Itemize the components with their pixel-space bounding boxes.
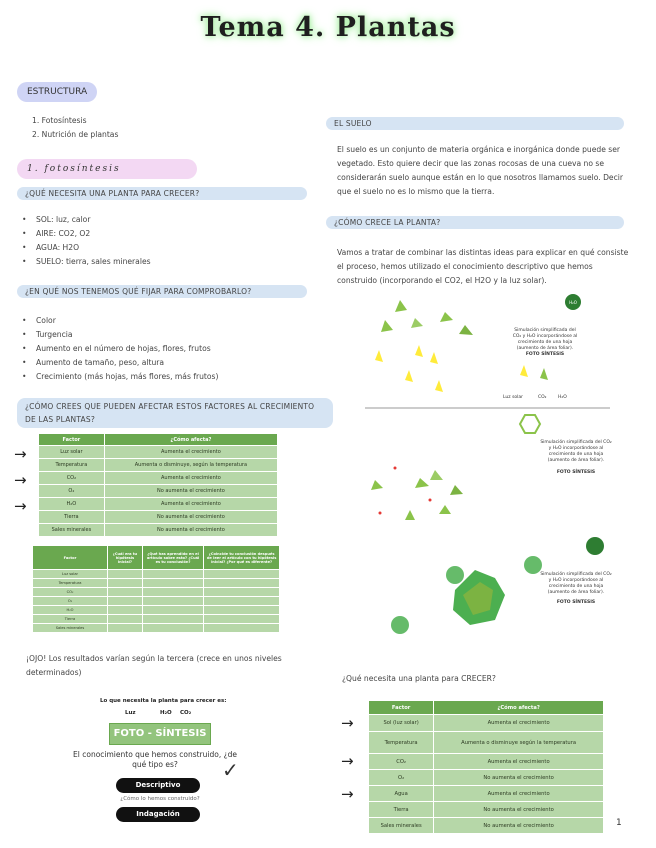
table-cell: Aumenta o disminuye, según la temperatura	[104, 459, 277, 472]
table-cell: Aumenta o disminuye según la temperatura	[434, 732, 604, 754]
factor-table	[38, 433, 278, 537]
simulation-title: FOTO SÍNTESIS	[525, 352, 565, 357]
table-header: Factor	[33, 546, 108, 570]
table-cell: No aumenta el crecimiento	[104, 511, 277, 524]
q1-list	[22, 213, 151, 269]
simulation-caption: Simulación simplificada del CO₂ y H₂O incorporándose al crecimiento de una hoja (aumento de área foliar).	[540, 440, 612, 463]
factor-table-2	[368, 700, 604, 834]
list-item: • Color	[22, 314, 218, 328]
photosynthesis-box: FOTO - SÍNTESIS	[109, 723, 211, 745]
estructura-item: 1. Fotosíntesis	[32, 116, 87, 125]
list-item: • AGUA: H2O	[22, 241, 151, 255]
fotosintesis-label: 1. fotosíntesis	[17, 159, 197, 179]
q2-list	[22, 314, 218, 384]
table-cell: Sales minerales	[39, 524, 105, 537]
input-label: CO₂	[180, 710, 192, 716]
table-cell: Aumenta el crecimiento	[104, 446, 277, 459]
table-cell: Aumenta el crecimiento	[434, 786, 604, 802]
table-header: Factor	[39, 434, 105, 446]
table-cell: No aumenta el crecimiento	[434, 770, 604, 786]
table-cell: Sales minerales	[369, 818, 434, 834]
photosynthesis-diagram	[60, 690, 260, 830]
table-cell: Temperatura	[369, 732, 434, 754]
table-cell: H₂O	[39, 498, 105, 511]
table-cell: Aumenta el crecimiento	[434, 754, 604, 770]
simulation-caption: Simulación simplificada del CO₂ y H₂O incorporándose al crecimiento de una hoja (aumento de área foliar).	[540, 572, 612, 595]
table-cell: No aumenta el crecimiento	[434, 802, 604, 818]
q3-heading: ¿CÓMO CREES QUE PUEDEN AFECTAR ESTOS FACTORES AL CRECIMIENTO DE LAS PLANTAS?	[17, 398, 333, 428]
table-cell: No aumenta el crecimiento	[104, 524, 277, 537]
arrow-icon: →	[341, 752, 354, 770]
table-cell: Luz solar	[39, 446, 105, 459]
q1-heading: ¿QUÉ NECESITA UNA PLANTA PARA CRECER?	[17, 187, 307, 200]
list-item: • Aumento en el número de hojas, flores, frutos	[22, 342, 218, 356]
arrow-icon: →	[341, 785, 354, 803]
table-cell: Aumenta el crecimiento	[104, 472, 277, 485]
table-cell: Luz solar	[33, 570, 108, 579]
list-item: • Aumento de tamaño, peso, altura	[22, 356, 218, 370]
table-cell: O₂	[39, 485, 105, 498]
table-cell: CO₂	[39, 472, 105, 485]
page-number: 1	[616, 818, 622, 828]
answer-descriptivo: Descriptivo	[116, 778, 200, 793]
table-cell: Temperatura	[39, 459, 105, 472]
crece-heading: ¿CÓMO CRECE LA PLANTA?	[326, 216, 624, 229]
q2-heading: ¿EN QUÉ NOS TENEMOS QUÉ FIJAR PARA COMPROBARLO?	[17, 285, 307, 298]
answer-indagacion: Indagación	[116, 807, 200, 822]
bottom-label: Luz solar	[503, 395, 524, 400]
table-cell: Tierra	[33, 615, 108, 624]
list-item: • AIRE: CO2, O2	[22, 227, 151, 241]
table-header: ¿Qué has aprendido en el artículo sobre esto? ¿Cuál es tu conclusión?	[142, 546, 203, 570]
suelo-heading: EL SUELO	[326, 117, 624, 130]
table-cell: O₂	[369, 770, 434, 786]
table-header: ¿Cuál era tu hipótesis inicial?	[108, 546, 143, 570]
table-cell: Sol (luz solar)	[369, 715, 434, 732]
table-cell: CO₂	[369, 754, 434, 770]
table-cell: Sales minerales	[33, 624, 108, 633]
table-header: ¿Coincide tu conclusión después de leer el artículo con tu hipótesis inicial? ¿Por qué es diferente?	[204, 546, 280, 570]
bottom-label: CO₂	[538, 395, 547, 400]
list-item: • SOL: luz, calor	[22, 213, 151, 227]
arrow-icon: →	[14, 445, 27, 463]
input-label: Luz	[125, 710, 136, 716]
estructura-label: ESTRUCTURA	[17, 82, 97, 102]
table-cell: O₂	[33, 597, 108, 606]
simulation-title: FOTO SÍNTESIS	[556, 600, 596, 605]
table-cell: Aumenta el crecimiento	[434, 715, 604, 732]
table-cell: No aumenta el crecimiento	[434, 818, 604, 834]
table-cell: H₂O	[33, 606, 108, 615]
arrow-icon: →	[14, 471, 27, 489]
simulation-caption: Simulación simplificada del CO₂ y H₂O incorporándose al crecimiento de una hoja (aumento de área foliar).	[512, 328, 578, 351]
diagram-question: El conocimiento que hemos construido, ¿de qué tipo es?	[73, 750, 237, 769]
diagram-subquestion: ¿Cómo lo hemos construido?	[120, 796, 200, 802]
table-cell: Tierra	[369, 802, 434, 818]
estructura-item: 2. Nutrición de plantas	[32, 130, 119, 139]
arrow-icon: →	[14, 497, 27, 515]
estructura-list	[32, 114, 118, 142]
list-item: • Turgencia	[22, 328, 218, 342]
bottom-label: H₂O	[558, 395, 567, 400]
table-cell: Tierra	[39, 511, 105, 524]
ojo-note: ¡OJO! Los resultados varían según la tercera (crece en unos niveles determinados)	[26, 654, 282, 677]
list-item: • SUELO: tierra, sales minerales	[22, 255, 151, 269]
simulation-title: FOTO SÍNTESIS	[556, 470, 596, 475]
growth-simulation	[355, 290, 625, 640]
q4-heading: ¿Qué necesita una planta para CRECER?	[342, 674, 496, 683]
crece-text: Vamos a tratar de combinar las distintas ideas para explicar en qué consiste el proceso, hemos utilizado el conocimiento descriptivo que hemos construido (incorporando el CO2, el H2O y la luz solar).	[337, 248, 629, 285]
input-label: H₂O	[160, 710, 172, 716]
table-cell: Agua	[369, 786, 434, 802]
table-header: Factor	[369, 701, 434, 715]
table-header: ¿Cómo afecta?	[434, 701, 604, 715]
badge-label: H₂O	[569, 300, 577, 305]
checkmark-icon: ✓	[222, 758, 239, 782]
diagram-header: Lo que necesita la planta para crecer es:	[100, 698, 227, 704]
table-cell: Aumenta el crecimiento	[104, 498, 277, 511]
list-item: • Crecimiento (más hojas, más flores, más frutos)	[22, 370, 218, 384]
arrow-icon: →	[341, 714, 354, 732]
table-header: ¿Cómo afecta?	[104, 434, 277, 446]
page-title: Tema 4. Plantas	[200, 12, 456, 43]
table-cell: CO₂	[33, 588, 108, 597]
table-cell: Temperatura	[33, 579, 108, 588]
hypothesis-table	[32, 545, 280, 633]
suelo-text: El suelo es un conjunto de materia orgánica e inorgánica donde puede ser vegetado. Esto quiere decir que las zonas rocosas de una cueva no se considerarán suelo aunque están en lo que nosotros llamamos suelo. Decir que el suelo no es lo mismo que la tierra.	[337, 145, 624, 196]
table-cell: No aumenta el crecimiento	[104, 485, 277, 498]
